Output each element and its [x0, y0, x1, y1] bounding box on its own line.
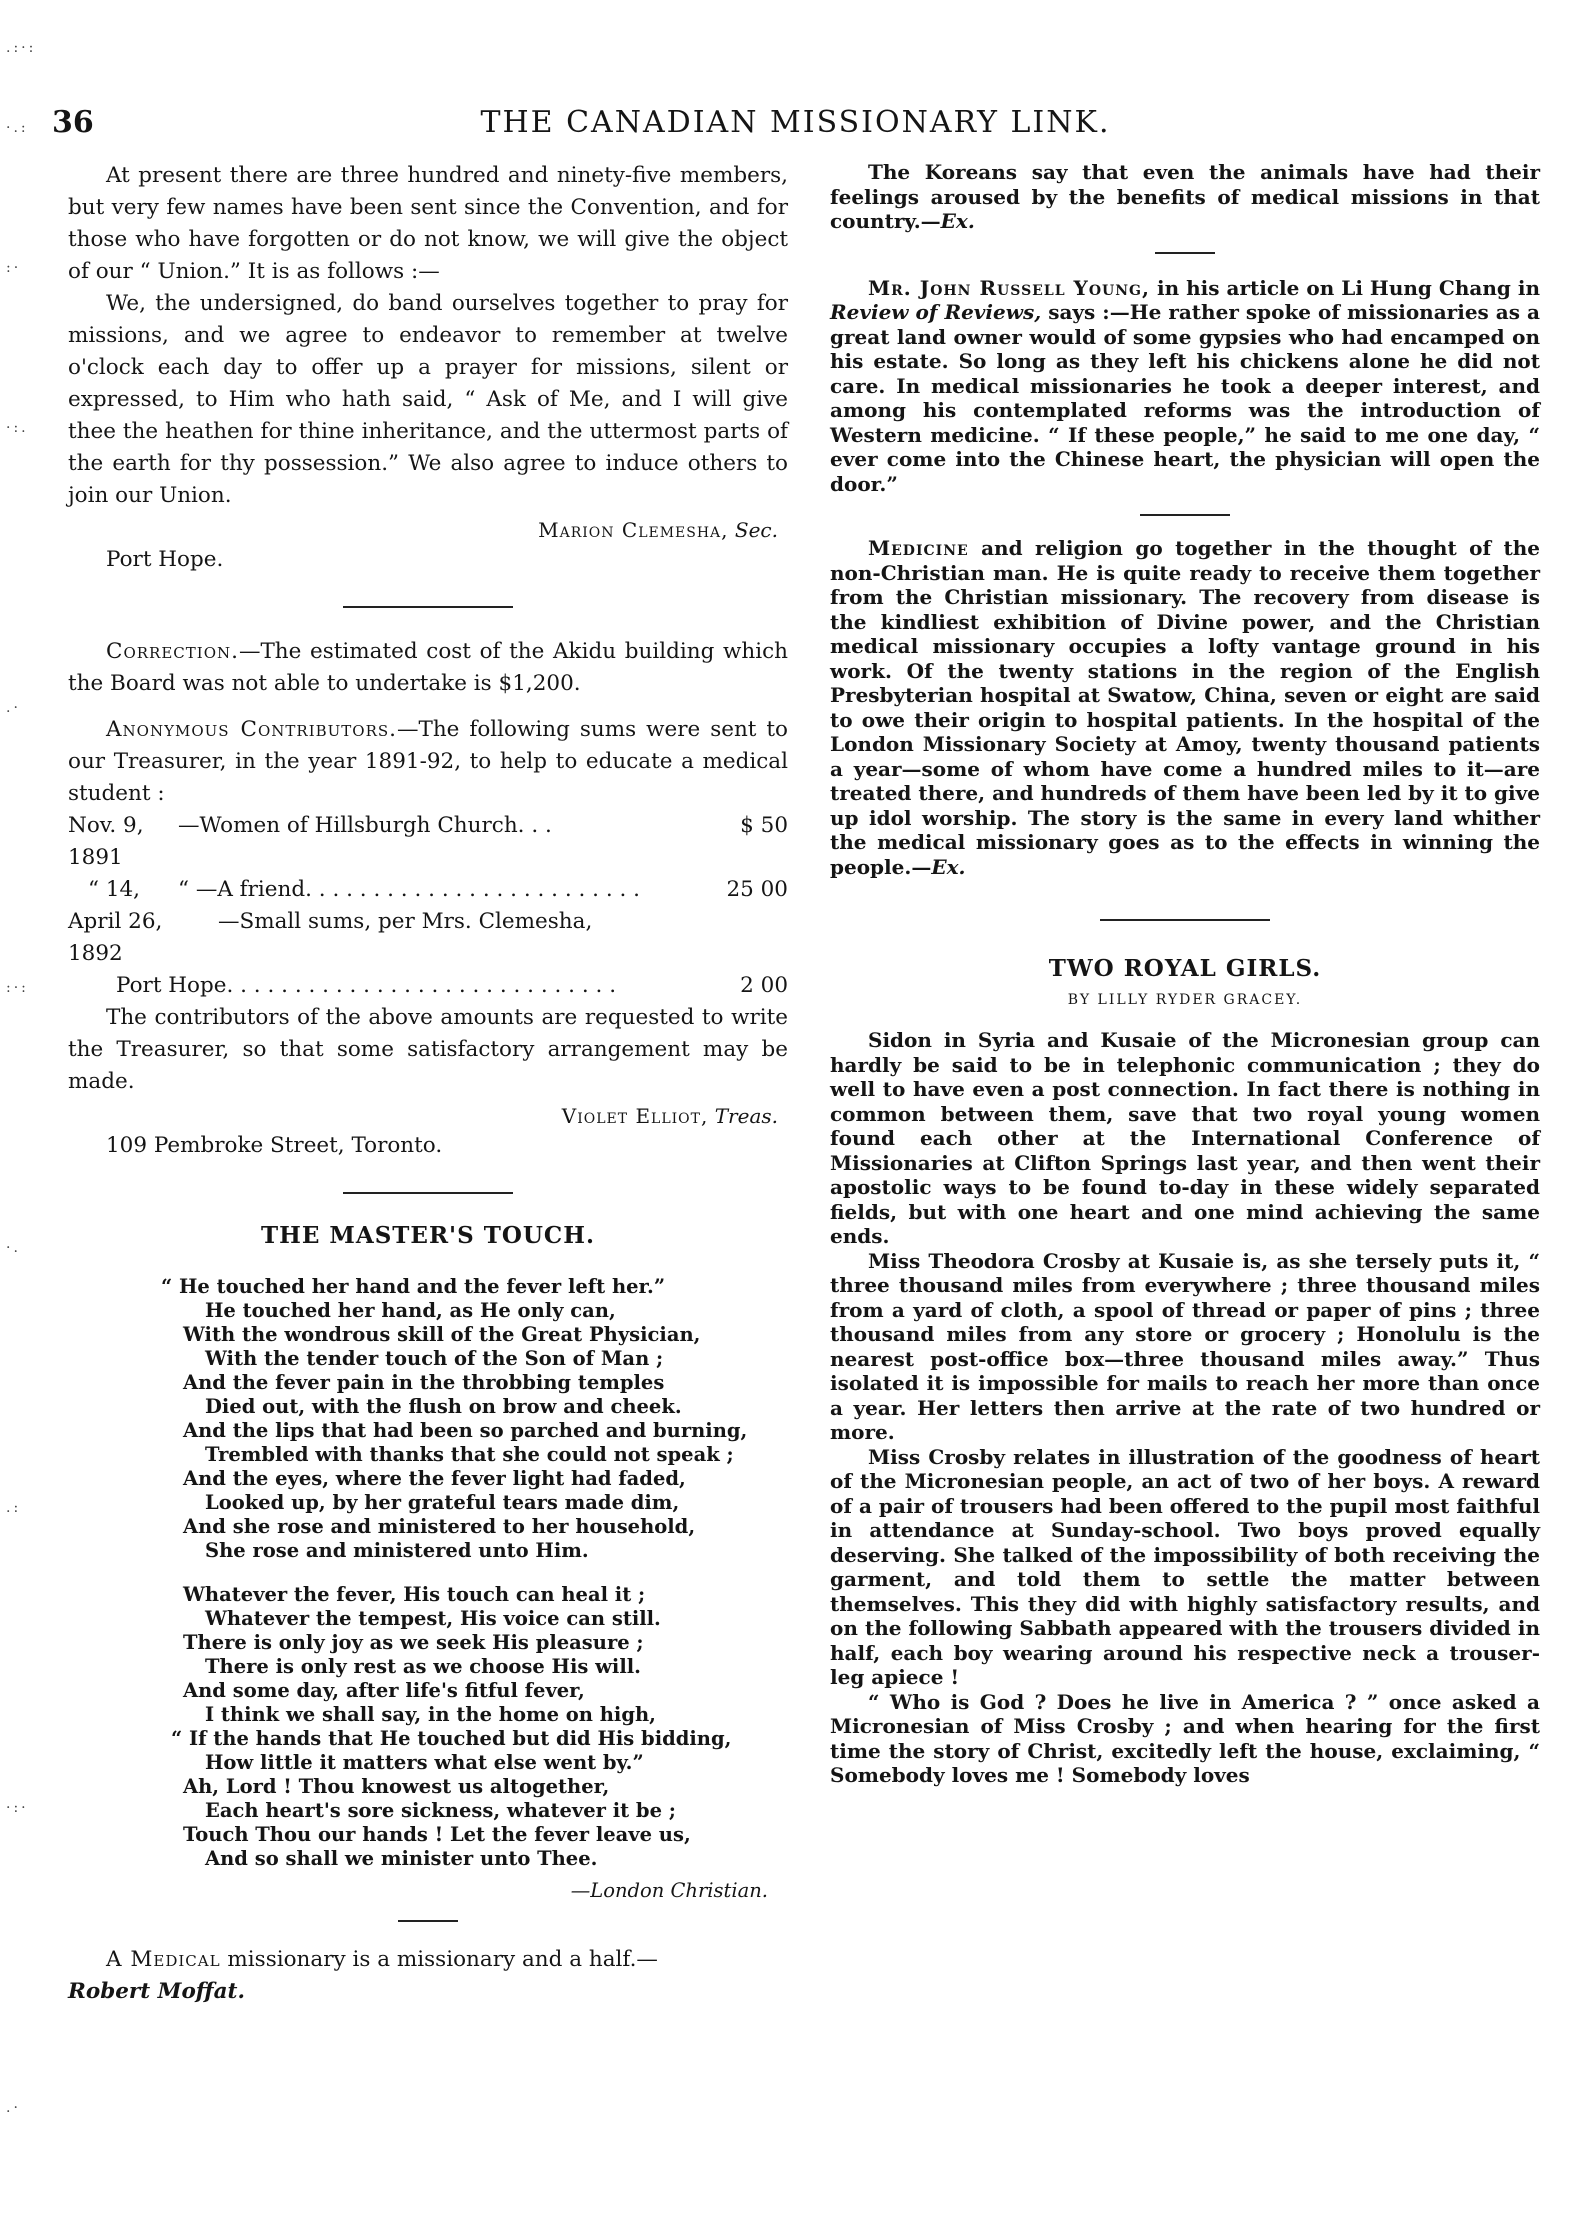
correction-body: —The estimated cost of the Akidu building which the Board was not able to undertake is $1,200.: [68, 639, 788, 696]
poem-line: I think we shall say, in the home on high,: [205, 1703, 656, 1726]
signature-role: Sec.: [734, 518, 778, 542]
ledger-amount: $ 50: [740, 813, 788, 838]
ledger-date: April 26, 1892: [68, 909, 163, 966]
poem-line: Touch Thou our hands ! Let the fever leave us,: [183, 1823, 691, 1846]
poem-line: Ah, Lord ! Thou knowest us altogether,: [183, 1775, 610, 1798]
poem-stanza: [161, 1275, 788, 1563]
page-number: 36: [52, 105, 94, 140]
poem: [161, 1275, 788, 1871]
moffat-quote: [68, 1944, 788, 1976]
poem-line: Whatever the tempest, His voice can still.: [205, 1607, 661, 1630]
anon-body: —The following sums were sent to our Treasurer, in the year 1891-92, to help to educate a medical student :: [68, 717, 789, 806]
moffat-attr: Robert Moffat.: [68, 1979, 245, 2004]
royal-girls-paragraph: Miss Theodora Crosby at Kusaie is, as she tersely puts it, “ three thousand miles from everywhere ; three thousand miles from a yard of cloth, a spool of thread or paper of pins ; three thousand miles from any store or grocery ; Honolulu is the nearest post-office box—three thousand miles away.” Thus isolated it is impossible for mails to reach her more than once a year. Her letters then arrive at the rate of two hundred or more.: [830, 1248, 1540, 1444]
poem-line: She rose and ministered unto Him.: [205, 1539, 589, 1562]
poem-line: And some day, after life's fitful fever,: [183, 1679, 585, 1702]
moffat-lead: A Medical: [106, 1947, 221, 1972]
medicine-lead: Medicine: [868, 536, 969, 560]
ledger-desc: Port Hope. . . . . . . . . . . . . . . . . . . . . . . . . . . . .: [116, 973, 617, 998]
pledge-place: Port Hope.: [106, 547, 224, 572]
poem-line: Each heart's sore sickness, whatever it be ;: [205, 1799, 676, 1822]
union-pledge: We, the undersigned, do band ourselves together to pray for missions, and we agree to endeavor to remember at twelve o'clock each day to offer up a prayer for missions, silent or expressed, to Him who hath said, “ Ask of Me, and I will give thee the heathen for thine inheritance, and the uttermost parts of the earth for thy possession.” We also agree to induce others to join our Union.: [68, 291, 788, 508]
poem-line: And the eyes, where the fever light had faded,: [183, 1467, 686, 1490]
royal-girls-paragraph: Sidon in Syria and Kusaie of the Micronesian group can hardly be said to be in telephonic communication ; they do well to have even a post connection. In fact there is nothing in common between them, save that two royal young women found each other at the International Conference of Missionaries at Clifton Springs last year, and then went their apostolic ways to be found to-day in these widely separated fields, but with one heart and one mind achieving the same ends.: [830, 1028, 1540, 1248]
poem-line: With the tender touch of the Son of Man ;: [205, 1347, 664, 1370]
poem-stanza: [171, 1583, 788, 1871]
moffat-attribution: [68, 1976, 788, 2008]
young-text-a: in his article on Li Hung Chang in: [1156, 275, 1540, 300]
signature-name: Marion Clemesha,: [538, 518, 729, 542]
poem-title: THE MASTER'S TOUCH.: [261, 1222, 595, 1249]
poem-line: With the wondrous skill of the Great Physician,: [183, 1323, 701, 1346]
koreans-text: The Koreans say that even the animals have had their feelings aroused by the benefits of medical missions in that country.—: [830, 160, 1540, 233]
ledger-amount: 2 00: [740, 973, 788, 998]
ledger-row: [68, 810, 788, 874]
anon-lead: Anonymous Contributors.: [106, 717, 397, 742]
margin-speckle: .:·: ·.: :· ·:. .· :·: ·. .: ·:· .·: [6, 40, 37, 2116]
page-header: [0, 105, 1591, 149]
correction-lead: Correction.: [106, 639, 239, 664]
treasurer-role: Treas.: [714, 1104, 778, 1128]
divider: [343, 606, 513, 608]
koreans-note: [830, 160, 1540, 234]
poem-line: He touched her hand, as He only can,: [205, 1299, 616, 1322]
young-article: [830, 276, 1540, 497]
moffat-body: missionary is a missionary and a half.—: [227, 1947, 658, 1972]
royal-girls-title: TWO ROYAL GIRLS.: [1048, 955, 1322, 982]
poem-line: There is only rest as we choose His will.: [205, 1655, 641, 1678]
royal-girls-byline: BY LILLY RYDER GRACEY.: [1067, 992, 1303, 1008]
koreans-source: Ex.: [940, 209, 975, 233]
poem-line: And so shall we minister unto Thee.: [205, 1847, 598, 1870]
poem-line: And the fever pain in the throbbing temples: [183, 1371, 665, 1394]
contributors-note: The contributors of the above amounts are requested to write the Treasurer, so that some satisfactory arrangement may be made.: [68, 1005, 788, 1094]
divider: [1140, 514, 1230, 516]
ledger-row: [68, 874, 788, 906]
poem-attribution: —London Christian.: [570, 1879, 768, 1902]
treasurer-address: 109 Pembroke Street, Toronto.: [106, 1133, 443, 1158]
poem-line: Trembled with thanks that she could not speak ;: [205, 1443, 734, 1466]
ledger-desc: —Women of Hillsburgh Church. . .: [178, 813, 552, 838]
young-publication: Review of Reviews,: [830, 300, 1042, 324]
ledger-date: Nov. 9, 1891: [68, 813, 144, 870]
medicine-body: and religion go together in the thought of the non-Christian man. He is quite ready to receive them together from the Christian missionary. The recovery from disease is the kindliest exhibition of Divine power, and the Christian medical missionary occupies a lofty vantage ground in his work. Of the twenty stations in the region of the English Presbyterian hospital at Swatow, China, seven or eight are said to owe their origin to hospital patients. In the hospital of the London Missionary Society at Amoy, twenty thousand patients a year—some of whom have come a hundred miles to it—are treated there, and hundreds of them have been led by it to give up idol worship. The story is the same in every land whither the medical missionary goes as to the effects in winning the people.—: [830, 536, 1540, 879]
medicine-article: [830, 536, 1540, 879]
poem-line: Died out, with the flush on brow and cheek.: [205, 1395, 682, 1418]
ledger-row: [116, 970, 788, 1002]
poem-line: “ If the hands that He touched but did His bidding,: [171, 1727, 732, 1750]
ledger-desc: —Small sums, per Mrs. Clemesha,: [218, 909, 593, 934]
page-title: THE CANADIAN MISSIONARY LINK.: [480, 105, 1111, 140]
divider: [343, 1192, 513, 1194]
royal-girls-paragraph: Miss Crosby relates in illustration of the goodness of heart of the Micronesian people, an act of two of her boys. A reward of a pair of trousers had been offered to the pupil most faithful in attendance at Sunday-school. Two boys proved equally deserving. She talked of the impossibility of both receiving the garment, and told them to settle the matter between themselves. This they did with highly satisfactory results, and on the following Sabbath appeared with the trousers divided in half, each boy wearing around his respective neck a trouser-leg apiece !: [830, 1444, 1540, 1689]
ledger: [68, 810, 788, 1002]
union-intro: At present there are three hundred and ninety-five members, but very few names have been sent since the Convention, and for those who have forgotten or do not know, we will give the object of our “ Union.” It is as follows :—: [68, 163, 788, 284]
pledge-signature: [68, 518, 778, 542]
ledger-date: “ 14,: [88, 877, 141, 902]
ledger-amount: 25 00: [726, 877, 788, 902]
left-column: [68, 160, 788, 2008]
poem-line: Whatever the fever, His touch can heal it ;: [183, 1583, 646, 1606]
ledger-desc: “ —A friend. . . . . . . . . . . . . . . . . . . . . . . . .: [178, 877, 641, 902]
divider: [1100, 919, 1270, 921]
royal-girls-paragraph: “ Who is God ? Does he live in America ? ” once asked a Micronesian of Miss Crosby ; and when hearing for the first time the story of Christ, excitedly left the house, exclaiming, “ Somebody loves me ! Somebody loves: [830, 1689, 1540, 1787]
treasurer-name: Violet Elliot,: [561, 1104, 709, 1128]
medicine-source: Ex.: [931, 854, 966, 879]
poem-line: How little it matters what else went by.”: [205, 1751, 644, 1774]
poem-line: There is only joy as we seek His pleasure ;: [183, 1631, 644, 1654]
young-text-b: says :—He rather spoke of missionaries as a great land owner would of some gypsies who had encamped on his estate. So long as they left his chickens alone he did not care. In medical missionaries he took a deeper interest, and among his contemplated reforms was the introduction of Western medicine. “ If these people,” he said to me one day, “ ever come into the Chinese heart, the physician will open the door.”: [830, 300, 1540, 496]
correction-notice: [68, 636, 788, 700]
anonymous-contributors: [68, 714, 788, 810]
poem-line: And the lips that had been so parched and burning,: [183, 1419, 748, 1442]
poem-line: Looked up, by her grateful tears made dim,: [205, 1491, 680, 1514]
ledger-row: [68, 906, 788, 970]
divider: [1155, 252, 1215, 254]
right-column: [830, 160, 1540, 1788]
poem-line: “ He touched her hand and the fever left her.”: [161, 1275, 666, 1298]
divider: [398, 1920, 458, 1922]
treasurer-signature: [68, 1104, 778, 1128]
poem-line: And she rose and ministered to her household,: [183, 1515, 696, 1538]
young-lead: Mr. John Russell Young,: [868, 275, 1150, 300]
ledger-amount: [718, 906, 788, 970]
